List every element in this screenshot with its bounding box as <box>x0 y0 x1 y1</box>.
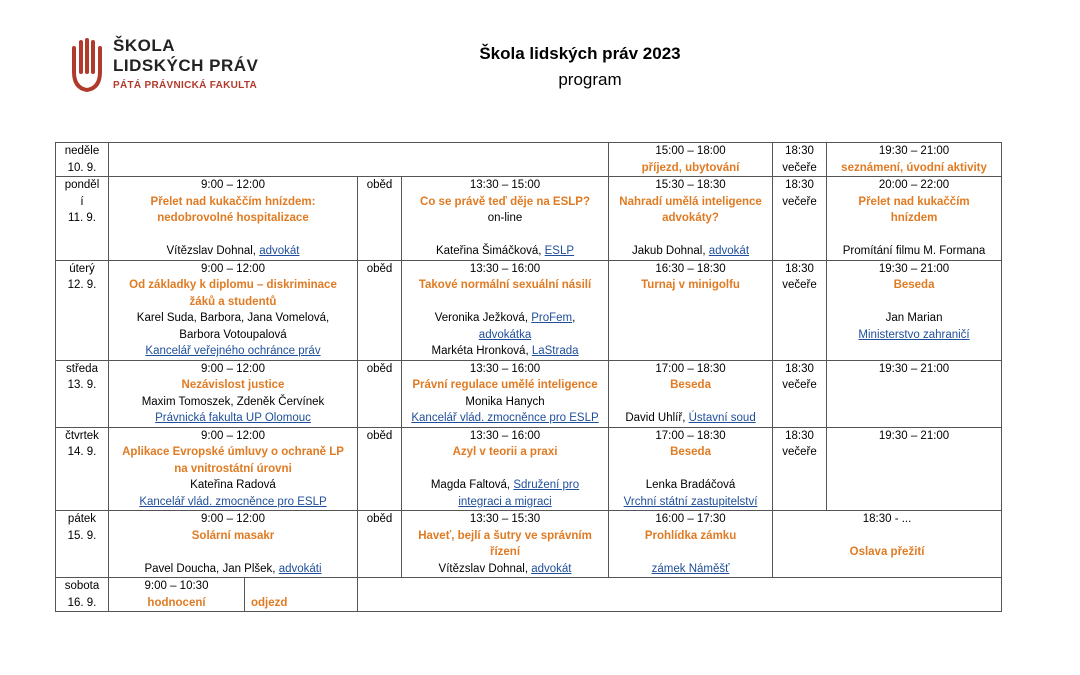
dinner-label: večeře <box>782 195 817 208</box>
event-cell <box>609 177 773 261</box>
event-cell <box>609 511 773 578</box>
speaker-link[interactable]: Kancelář vlád. zmocněnce pro ESLP <box>411 412 599 424</box>
event-cell <box>109 360 358 427</box>
speaker-link[interactable]: advokát <box>708 245 750 257</box>
event-title: Přelet nad kukaččím <box>858 195 970 208</box>
speaker: Jan Marian <box>885 312 943 324</box>
day-name-cont: í <box>80 195 84 208</box>
event-cell <box>402 427 609 511</box>
event-title-cont: advokáty? <box>662 212 719 224</box>
event-title: Beseda <box>670 446 711 458</box>
day-date: 12. 9. <box>67 279 97 291</box>
event-cell <box>609 260 773 360</box>
event-time: 9:00 – 12:00 <box>201 179 265 191</box>
event-time: 13:30 – 15:00 <box>469 179 541 191</box>
event-cell <box>402 360 609 427</box>
location-link[interactable]: zámek Náměšť <box>651 562 730 575</box>
day-name: středa <box>66 362 98 375</box>
saturday-cell <box>109 578 358 612</box>
event-time: 19:30 – 21:00 <box>878 262 950 275</box>
dinner-time: 18:30 <box>785 179 814 191</box>
event-time: 16:00 – 17:30 <box>655 513 726 525</box>
event-title-cont: hnízdem <box>890 212 938 224</box>
event-title: příjezd, ubytování <box>641 161 740 174</box>
event-title: Solární masakr <box>191 529 275 542</box>
program-table <box>55 142 1002 612</box>
day-cell <box>56 511 109 578</box>
event-time: 19:30 – 21:00 <box>878 145 950 157</box>
day-name: pátek <box>67 513 97 525</box>
event-time: 9:00 – 12:00 <box>201 362 265 375</box>
speaker-link[interactable]: Kancelář veřejného ochránce práv <box>145 345 321 357</box>
event-title-cont: nedobrovolné hospitalizace <box>157 212 309 224</box>
event-cell <box>609 360 773 427</box>
event-cell <box>827 260 1002 360</box>
speaker: Vítězslav Dohnal, <box>438 562 532 575</box>
event-time: 13:30 – 16:00 <box>469 429 541 442</box>
lunch-cell: oběd <box>358 427 402 511</box>
event-cell <box>609 427 773 511</box>
dinner-cell <box>773 177 827 261</box>
event-cell <box>109 260 358 360</box>
speaker-link[interactable]: advokáti <box>278 562 322 575</box>
event-title: odjezd <box>251 596 288 609</box>
event-cell <box>402 177 609 261</box>
dinner-cell <box>773 360 827 427</box>
document-subtitle: program <box>558 70 622 89</box>
event-title: Aplikace Evropské úmluvy o ochraně LP <box>122 446 344 458</box>
day-name: ponděl <box>64 179 100 191</box>
speaker-link[interactable]: Ústavní soud <box>688 412 756 424</box>
table-row-wednesday <box>56 360 1002 427</box>
day-cell <box>56 427 109 511</box>
event-title: Co se právě teď děje na ESLP? <box>420 195 590 208</box>
speaker: Lenka Bradáčová <box>645 479 736 491</box>
day-cell <box>56 143 109 177</box>
table-row-thursday <box>56 427 1002 511</box>
event-title: Beseda <box>893 279 935 291</box>
table-row-saturday <box>56 578 1002 612</box>
dinner-label: večeře <box>782 379 817 391</box>
event-title: Beseda <box>670 379 711 391</box>
speaker-link[interactable]: Kancelář vlád. zmocněnce pro ESLP <box>139 495 327 508</box>
speaker: Pavel Doucha, Jan Plšek, <box>144 562 279 575</box>
event-cell <box>402 260 609 360</box>
dinner-cell <box>773 143 827 177</box>
day-name: úterý <box>69 262 95 275</box>
event-cell <box>827 427 1002 511</box>
event-time: 9:00 – 12:00 <box>201 262 265 275</box>
dinner-label: večeře <box>782 446 817 458</box>
event-time: 18:30 - ... <box>862 513 912 525</box>
speaker: Karel Suda, Barbora, Jana Vomelová, <box>136 312 330 324</box>
speaker: Magda Faltová, <box>430 479 514 491</box>
speaker-link-cont[interactable]: integraci a migraci <box>458 495 552 508</box>
speaker: Kateřina Radová <box>190 479 276 491</box>
dinner-time: 18:30 <box>785 145 814 157</box>
speaker-link[interactable]: LaStrada <box>531 345 579 357</box>
event-cell <box>109 427 358 511</box>
lunch-cell: oběd <box>358 177 402 261</box>
event-time: 17:00 – 18:30 <box>655 429 726 442</box>
day-date: 11. 9. <box>68 212 96 224</box>
speaker-link[interactable]: Sdružení pro <box>513 479 580 491</box>
event-title: seznámení, úvodní aktivity <box>841 161 987 174</box>
dinner-label: večeře <box>782 279 817 291</box>
event-cell <box>609 143 773 177</box>
day-cell <box>56 260 109 360</box>
lunch-cell: oběd <box>358 360 402 427</box>
event-time: 13:30 – 15:30 <box>469 513 541 525</box>
event-time: 16:30 – 18:30 <box>655 262 726 275</box>
logo-text-line-2: LIDSKÝCH PRÁV <box>113 56 259 75</box>
speaker-link[interactable]: Právnická fakulta UP Olomouc <box>155 412 311 424</box>
event-title: Přelet nad kukaččím hnízdem: <box>150 195 316 208</box>
event-time: 9:00 – 10:30 <box>144 580 209 592</box>
event-time: 15:00 – 18:00 <box>655 145 726 157</box>
speaker-link[interactable]: Vrchní státní zastupitelství <box>623 495 758 508</box>
table-row-tuesday <box>56 260 1002 360</box>
day-cell <box>56 578 109 612</box>
dinner-time: 18:30 <box>785 262 814 275</box>
empty-cell <box>358 578 1002 612</box>
event-note: Promítání filmu M. Formana <box>842 245 986 257</box>
event-title: Od základky k diplomu – diskriminace <box>129 279 337 291</box>
event-title: hodnocení <box>147 596 206 609</box>
day-name: neděle <box>64 145 100 157</box>
event-cell <box>109 177 358 261</box>
document-title: Škola lidských práv 2023 <box>479 44 681 63</box>
dinner-cell <box>773 427 827 511</box>
speaker-link[interactable]: ESLP <box>544 245 575 257</box>
event-time: 19:30 – 21:00 <box>878 429 950 442</box>
speaker-link[interactable]: advokát <box>531 562 572 575</box>
event-cell <box>773 511 1002 578</box>
speaker-link[interactable]: Ministerstvo zahraničí <box>858 328 970 341</box>
dinner-time: 18:30 <box>785 429 814 442</box>
day-cell <box>56 360 109 427</box>
event-cell <box>827 143 1002 177</box>
dinner-cell <box>773 260 827 360</box>
event-time: 13:30 – 16:00 <box>469 362 541 375</box>
event-title: Haveť, bejlí a šutry ve správním <box>418 529 592 542</box>
speaker: Kateřina Šimáčková, <box>435 245 545 257</box>
event-title: Právní regulace umělé inteligence <box>412 379 598 391</box>
speaker-link[interactable]: ProFem <box>531 312 573 324</box>
dinner-label: večeře <box>782 161 817 174</box>
separator: , <box>572 312 576 324</box>
logo-text-line-3: PÁTÁ PRÁVNICKÁ FAKULTA <box>113 80 258 91</box>
speaker-cont: Barbora Votoupalová <box>179 328 287 341</box>
event-time: 19:30 – 21:00 <box>878 362 950 375</box>
event-time: 13:30 – 16:00 <box>469 262 541 275</box>
logo-text-line-1: ŠKOLA <box>113 36 175 55</box>
event-title: Nezávislost justice <box>181 379 285 391</box>
event-title-cont: na vnitrostátní úrovni <box>174 462 292 475</box>
event-title: Prohlídka zámku <box>644 529 737 542</box>
event-block <box>109 578 245 611</box>
speaker: Jakub Dohnal, <box>632 245 709 257</box>
event-time: 9:00 – 12:00 <box>201 513 265 525</box>
day-date: 16. 9. <box>67 596 97 609</box>
event-title: Nahradí umělá inteligence <box>619 195 762 208</box>
day-date: 14. 9. <box>67 446 97 458</box>
event-title: Oslava přežití <box>849 546 925 558</box>
event-time: 20:00 – 22:00 <box>878 179 950 191</box>
event-note: on-line <box>487 212 523 224</box>
speaker: Markéta Hronková, <box>431 345 532 357</box>
speaker: Maxim Tomoszek, Zdeněk Červínek <box>141 395 325 408</box>
event-time: 15:30 – 18:30 <box>655 179 726 191</box>
event-title-cont: řízení <box>489 546 521 558</box>
event-title-cont: žáků a studentů <box>189 295 277 308</box>
table-row-friday <box>56 511 1002 578</box>
event-time: 9:00 – 12:00 <box>201 429 265 442</box>
event-title: Takové normální sexuální násilí <box>418 279 592 291</box>
table-row-sunday <box>56 143 1002 177</box>
event-title: Azyl v teorii a praxi <box>452 446 558 458</box>
lunch-cell: oběd <box>358 260 402 360</box>
speaker: Veronika Ježková, <box>434 312 532 324</box>
event-time: 17:00 – 18:30 <box>655 362 726 375</box>
event-cell <box>827 177 1002 261</box>
event-cell <box>402 511 609 578</box>
event-block <box>245 578 357 611</box>
speaker: Monika Hanych <box>465 395 545 408</box>
day-date: 13. 9. <box>67 379 97 391</box>
day-date: 10. 9. <box>67 161 97 174</box>
empty-cell <box>109 143 609 177</box>
speaker: David Uhlíř, <box>625 412 689 424</box>
dinner-time: 18:30 <box>785 362 814 375</box>
event-cell <box>827 360 1002 427</box>
lunch-cell: oběd <box>358 511 402 578</box>
day-name: sobota <box>64 580 100 592</box>
speaker: Vítězslav Dohnal, <box>166 245 260 257</box>
event-title: Turnaj v minigolfu <box>641 279 740 291</box>
day-name: čtvrtek <box>65 429 99 442</box>
day-cell <box>56 177 109 261</box>
table-row-monday <box>56 177 1002 261</box>
event-cell <box>109 511 358 578</box>
day-date: 15. 9. <box>67 529 97 542</box>
speaker-link[interactable]: advokát <box>259 245 300 257</box>
speaker-link[interactable]: advokátka <box>478 328 532 341</box>
